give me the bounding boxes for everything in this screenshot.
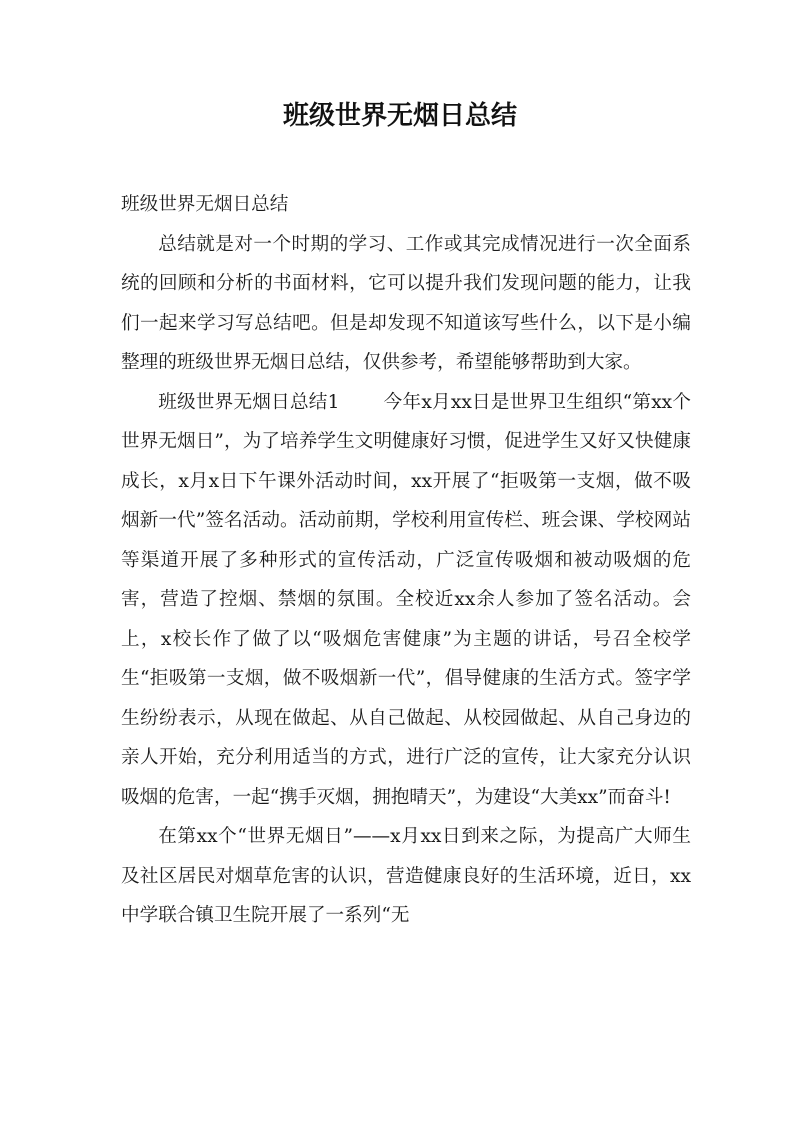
section-1-paragraph: [121, 383, 691, 818]
paragraph-3: 在第xx个“世界无烟日”——x月xx日到来之际，为提高广大师生及社区居民对烟草危害的认识，营造健康良好的生活环境，近日，xx中学联合镇卫生院开展了一系列“无: [121, 826, 691, 926]
intro-paragraph: 总结就是对一个时期的学习、工作或其完成情况进行一次全面系统的回顾和分析的书面材料，它可以提升我们发现问题的能力，让我们一起来学习写总结吧。但是却发现不知道该写些什么，以下是小编整理的班级世界无烟日总结，仅供参考，希望能够帮助到大家。: [121, 233, 691, 373]
section-1-heading: 班级世界无烟日总结1: [158, 391, 340, 413]
subtitle-line: 班级世界无烟日总结: [121, 194, 289, 215]
document-body: [121, 185, 691, 936]
document-title: 班级世界无烟日总结: [282, 101, 517, 131]
section-1-text: 今年x月xx日是世界卫生组织“第xx个世界无烟日”，为了培养学生文明健康好习惯，促进学生又好又快健康成长，x月x日下午课外活动时间，xx开展了“拒吸第一支烟，做不吸烟新一代”签名活动。活动前期，学校利用宣传栏、班会课、学校网站等渠道开展了多种形式的宣传活动，广泛宣传吸烟和被动吸烟的危害，营造了控烟、禁烟的氛围。全校近xx余人参加了签名活动。会上，x校长作了做了以“吸烟危害健康”为主题的讲话，号召全校学生“拒吸第一支烟，做不吸烟新一代”，倡导健康的生活方式。签字学生纷纷表示，从现在做起、从自己做起、从校园做起、从自己身边的亲人开始，充分利用适当的方式，进行广泛的宣传，让大家充分认识吸烟的危害，一起“携手灭烟，拥抱晴天”，为建设“大美xx”而奋斗!: [121, 391, 691, 808]
